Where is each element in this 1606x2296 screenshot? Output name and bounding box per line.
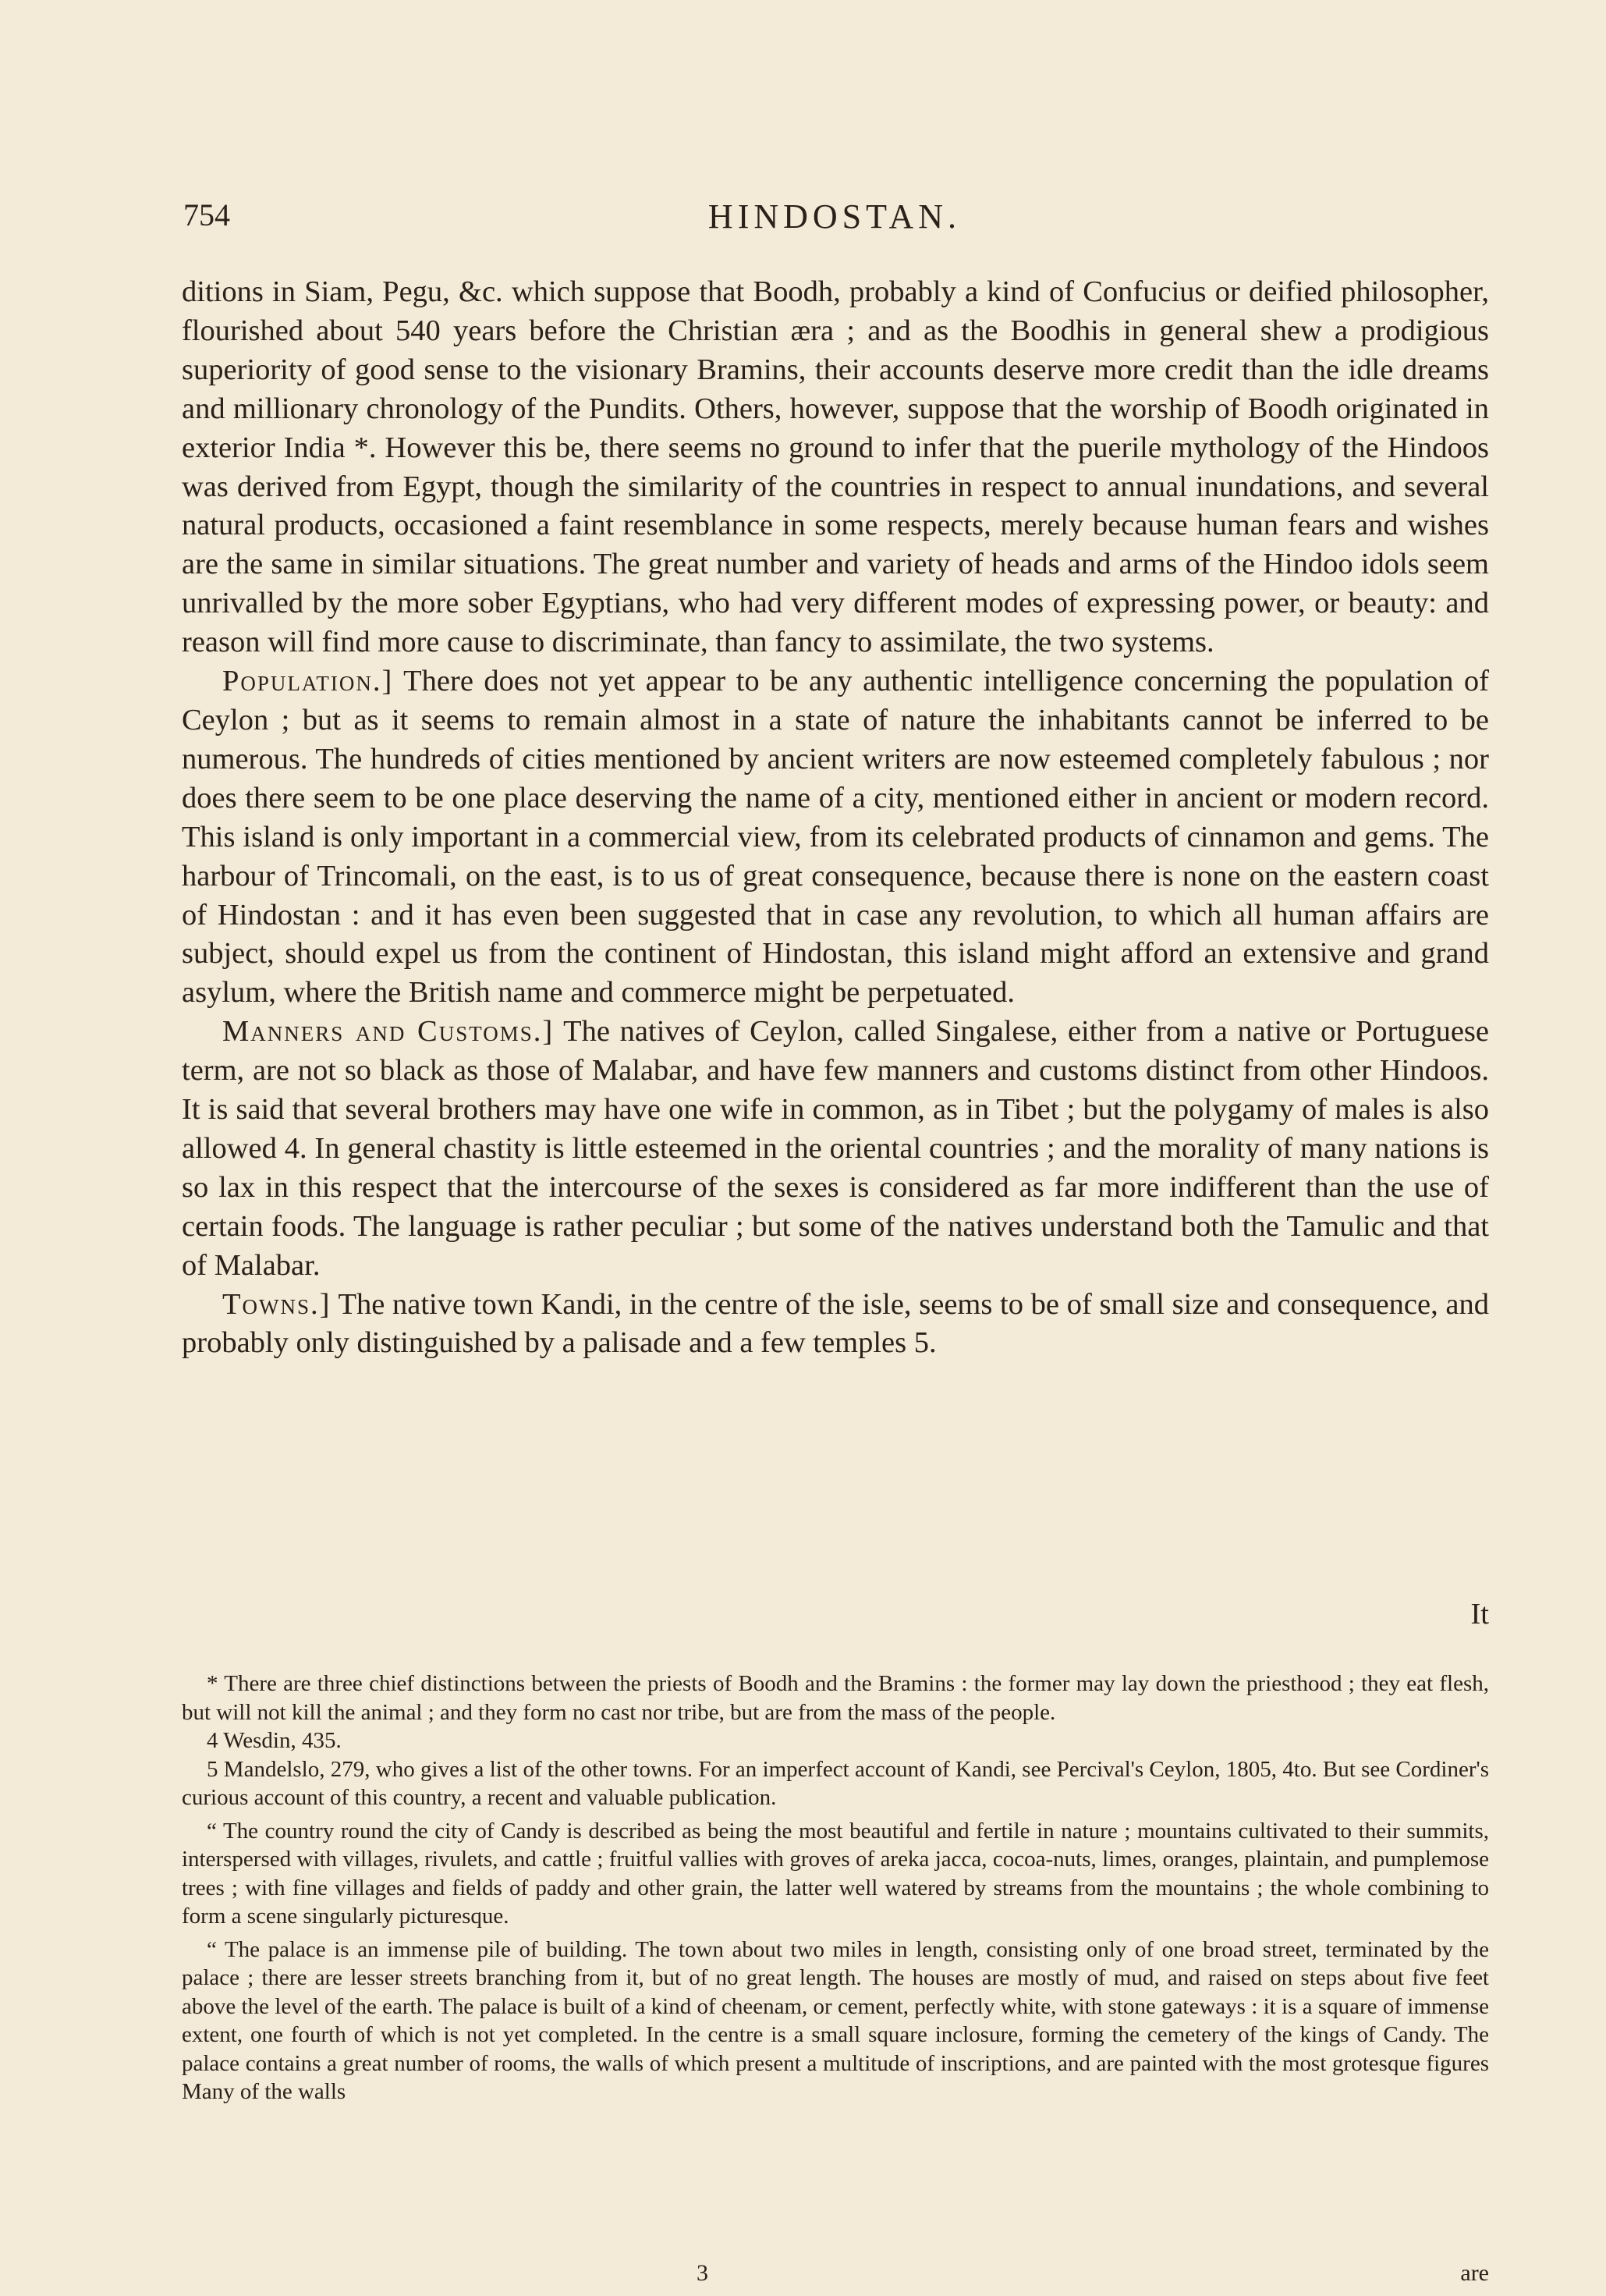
footnote-catchword: are bbox=[1460, 2260, 1489, 2286]
section-text: The native town Kandi, in the centre of the isle, seems to be of small size and consequence, and probably only distinguished by a palisade and a few temples 5. bbox=[182, 1287, 1489, 1360]
section-heading: Towns.] bbox=[222, 1287, 331, 1321]
footnotes bbox=[182, 1670, 1489, 2106]
footnote-quote: “ The palace is an immense pile of building. The town about two miles in length, consisting only of one broad street, terminated by the palace ; there are lesser streets branching from it, but of no great length. The houses are mostly of mud, and raised on steps about five feet above the level of the earth. The palace is built of a kind of cheenam, or cement, perfectly white, with stone gateways : it is a square of immense extent, one fourth of which is not yet completed. In the centre is a small square inclosure, forming the cemetery of the kings of Candy. The palace contains a great number of rooms, the walls of which present a multitude of inscriptions, and are painted with the most grotesque figures Many of the walls bbox=[182, 1936, 1489, 2104]
main-text bbox=[182, 273, 1489, 1363]
section-manners bbox=[182, 1013, 1489, 1285]
catchword: It bbox=[1470, 1598, 1489, 1631]
footnote: 4 Wesdin, 435. bbox=[207, 1728, 342, 1753]
footnote-quote: “ The country round the city of Candy is described as being the most beautiful and fertile in nature ; mountains cultivated to their summits, interspersed with villages, rivulets, and cattle ; fruitful vallies with groves of areka jacca, cocoa-nuts, limes, oranges, plaintain, and pumplemose trees ; with fine villages and fields of paddy and other grain, the latter well watered by streams from the mountains ; the whole combining to form a scene singularly picturesque. bbox=[182, 1818, 1489, 1929]
section-towns bbox=[182, 1286, 1489, 1364]
footnote: 5 Mandelslo, 279, who gives a list of the other towns. For an imperfect account of Kandi, see Percival's Ceylon, 1805, 4to. But see Cordiner's curious account of this country, a recent and valuable publication. bbox=[182, 1756, 1489, 1810]
running-head: HINDOSTAN. bbox=[707, 197, 962, 236]
section-text: There does not yet appear to be any authentic intelligence concerning the population of Ceylon ; but as it seems to remain almost in a state of nature the inhabitants cannot be inferred to be numerous. The hundreds of cities mentioned by ancient writers are now esteemed completely fabulous ; nor does there seem to be one place deserving the name of a city, mentioned either in ancient or modern record. This island is only important in a commercial view, from its celebrated products of cinnamon and gems. The harbour of Trincomali, on the east, is to us of great consequence, because there is none on the eastern coast of Hindostan : and it has even been suggested that in case any revolution, to which all human affairs are subject, should expel us from the continent of Hindostan, this island might afford an extensive and grand asylum, where the British name and commerce might be perpetuated. bbox=[182, 665, 1489, 1010]
page-header bbox=[183, 197, 1486, 243]
page-number: 754 bbox=[183, 197, 230, 232]
section-text: The natives of Ceylon, called Singalese, either from a native or Portuguese term, are not so black as those of Malabar, and have few manners and customs distinct from other Hindoos. It is said that several brothers may have one wife in common, as in Tibet ; but the polygamy of males is also allowed 4. In general chastity is little esteemed in the oriental countries ; and the morality of many nations is so lax in this respect that the intercourse of the sexes is considered as far more indifferent than the use of certain foods. The language is rather peculiar ; but some of the natives understand both the Tamulic and that of Malabar. bbox=[182, 1015, 1489, 1282]
footnote: * There are three chief distinctions between the priests of Boodh and the Bramins : the former may lay down the priesthood ; they eat flesh, but will not kill the animal ; and they form no cast nor tribe, but are from the mass of the people. bbox=[182, 1671, 1489, 1725]
paragraph: ditions in Siam, Pegu, &c. which suppose that Boodh, probably a kind of Confucius or deified philosopher, flourished about 540 years before the Christian æra ; and as the Boodhis in general shew a prodigious superiority of good sense to the visionary Bramins, their accounts deserve more credit than the idle dreams and millionary chronology of the Pundits. Others, however, suppose that the worship of Boodh originated in exterior India *. However this be, there seems no ground to infer that the puerile mythology of the Hindoos was derived from Egypt, though the similarity of the countries in respect to annual inundations, and several natural products, occasioned a faint resemblance in some respects, merely because human fears and wishes are the same in similar situations. The great number and variety of heads and arms of the Hindoo idols seem unrivalled by the more sober Egyptians, who had very different modes of expressing power, or beauty: and reason will find more cause to discriminate, than fancy to assimilate, the two systems. bbox=[182, 275, 1489, 659]
signature-mark: 3 bbox=[697, 2260, 708, 2286]
section-heading: Population.] bbox=[222, 665, 394, 698]
section-population bbox=[182, 662, 1489, 1013]
section-heading: Manners and Customs.] bbox=[222, 1015, 555, 1049]
